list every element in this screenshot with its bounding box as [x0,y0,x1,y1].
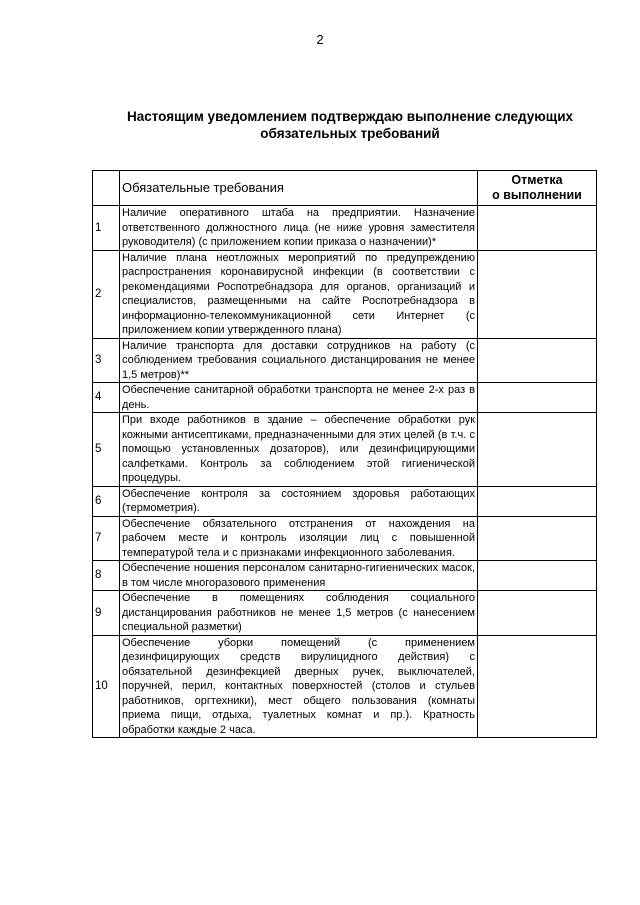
completion-mark-cell[interactable] [478,561,597,591]
row-number: 7 [93,516,120,561]
row-number: 4 [93,383,120,413]
completion-mark-cell[interactable] [478,635,597,738]
heading-line-2: обязательных требований [260,126,440,141]
requirement-text: Наличие транспорта для доставки сотрудников на работу (с соблюдением требования социального дистанцирования не менее 1,5 метров)** [120,338,478,383]
row-number: 5 [93,413,120,487]
requirement-text: Обеспечение контроля за состоянием здоровья работающих (термометрия). [120,486,478,516]
row-number: 3 [93,338,120,383]
table-header-row [93,171,597,206]
requirement-text: Обеспечение обязательного отстранения от нахождения на рабочем месте и контроль изоляции лиц с повышенной температурой тела и с признаками инфекционного заболевания. [120,516,478,561]
table-row [93,516,597,561]
completion-mark-cell[interactable] [478,591,597,636]
completion-mark-cell[interactable] [478,413,597,487]
row-number: 1 [93,206,120,251]
table-row [93,413,597,487]
completion-mark-cell[interactable] [478,486,597,516]
requirement-text: При входе работников в здание – обеспечение обработки рук кожными антисептиками, предназначенными для этих целей (в т.ч. с помощью установленных дозаторов), или дезинфицирующими салфетками. Контроль за соблюдением этой гигиенической процедуры. [120,413,478,487]
header-number-cell [93,171,120,206]
completion-mark-cell[interactable] [478,250,597,338]
requirement-text: Обеспечение ношения персоналом санитарно-гигиенических масок, в том числе многоразового применения [120,561,478,591]
table-row [93,383,597,413]
completion-mark-cell[interactable] [478,516,597,561]
header-requirements: Обязательные требования [120,171,478,206]
header-mark-line-2: о выполнении [492,188,582,202]
table-row [93,561,597,591]
table-row [93,486,597,516]
table-row [93,338,597,383]
requirement-text: Обеспечение в помещениях соблюдения социального дистанцирования работников не менее 1,5 метров (с нанесением специальной разметки) [120,591,478,636]
heading-line-1: Настоящим уведомлением подтверждаю выполнение следующих [126,109,573,124]
completion-mark-cell[interactable] [478,206,597,251]
page-heading [90,108,610,142]
table-row [93,591,597,636]
table-row [93,635,597,738]
header-mark [478,171,597,206]
row-number: 6 [93,486,120,516]
row-number: 8 [93,561,120,591]
requirement-text: Обеспечение уборки помещений (с применением дезинфицирующих средств вирулицидного действия) с обязательной дезинфекцией дверных ручек, выключателей, поручней, перил, контактных поверхностей (столов и стульев работников, оргтехники), мест общего пользования (комнаты приема пищи, отдыха, туалетных комнат и пр.). Кратность обработки каждые 2 часа. [120,635,478,738]
requirement-text: Наличие плана неотложных мероприятий по предупреждению распространения коронавирусной инфекции (в соответствии с рекомендациями Роспотребнадзора для органов, организаций и специалистов, размещенными на сайте Роспотребнадзора в информационно-телекоммуникационной сети Интернет (с приложением копии утвержденного плана) [120,250,478,338]
requirement-text: Обеспечение санитарной обработки транспорта не менее 2-х раз в день. [120,383,478,413]
header-mark-line-1: Отметка [511,173,563,187]
row-number: 10 [93,635,120,738]
requirement-text: Наличие оперативного штаба на предприятии. Назначение ответственного должностного лица (не ниже уровня заместителя руководителя) (с приложением копии приказа о назначении)* [120,206,478,251]
completion-mark-cell[interactable] [478,338,597,383]
requirements-table [92,170,597,738]
page-number: 2 [316,32,324,47]
row-number: 2 [93,250,120,338]
completion-mark-cell[interactable] [478,383,597,413]
table-row [93,206,597,251]
table-row [93,250,597,338]
row-number: 9 [93,591,120,636]
